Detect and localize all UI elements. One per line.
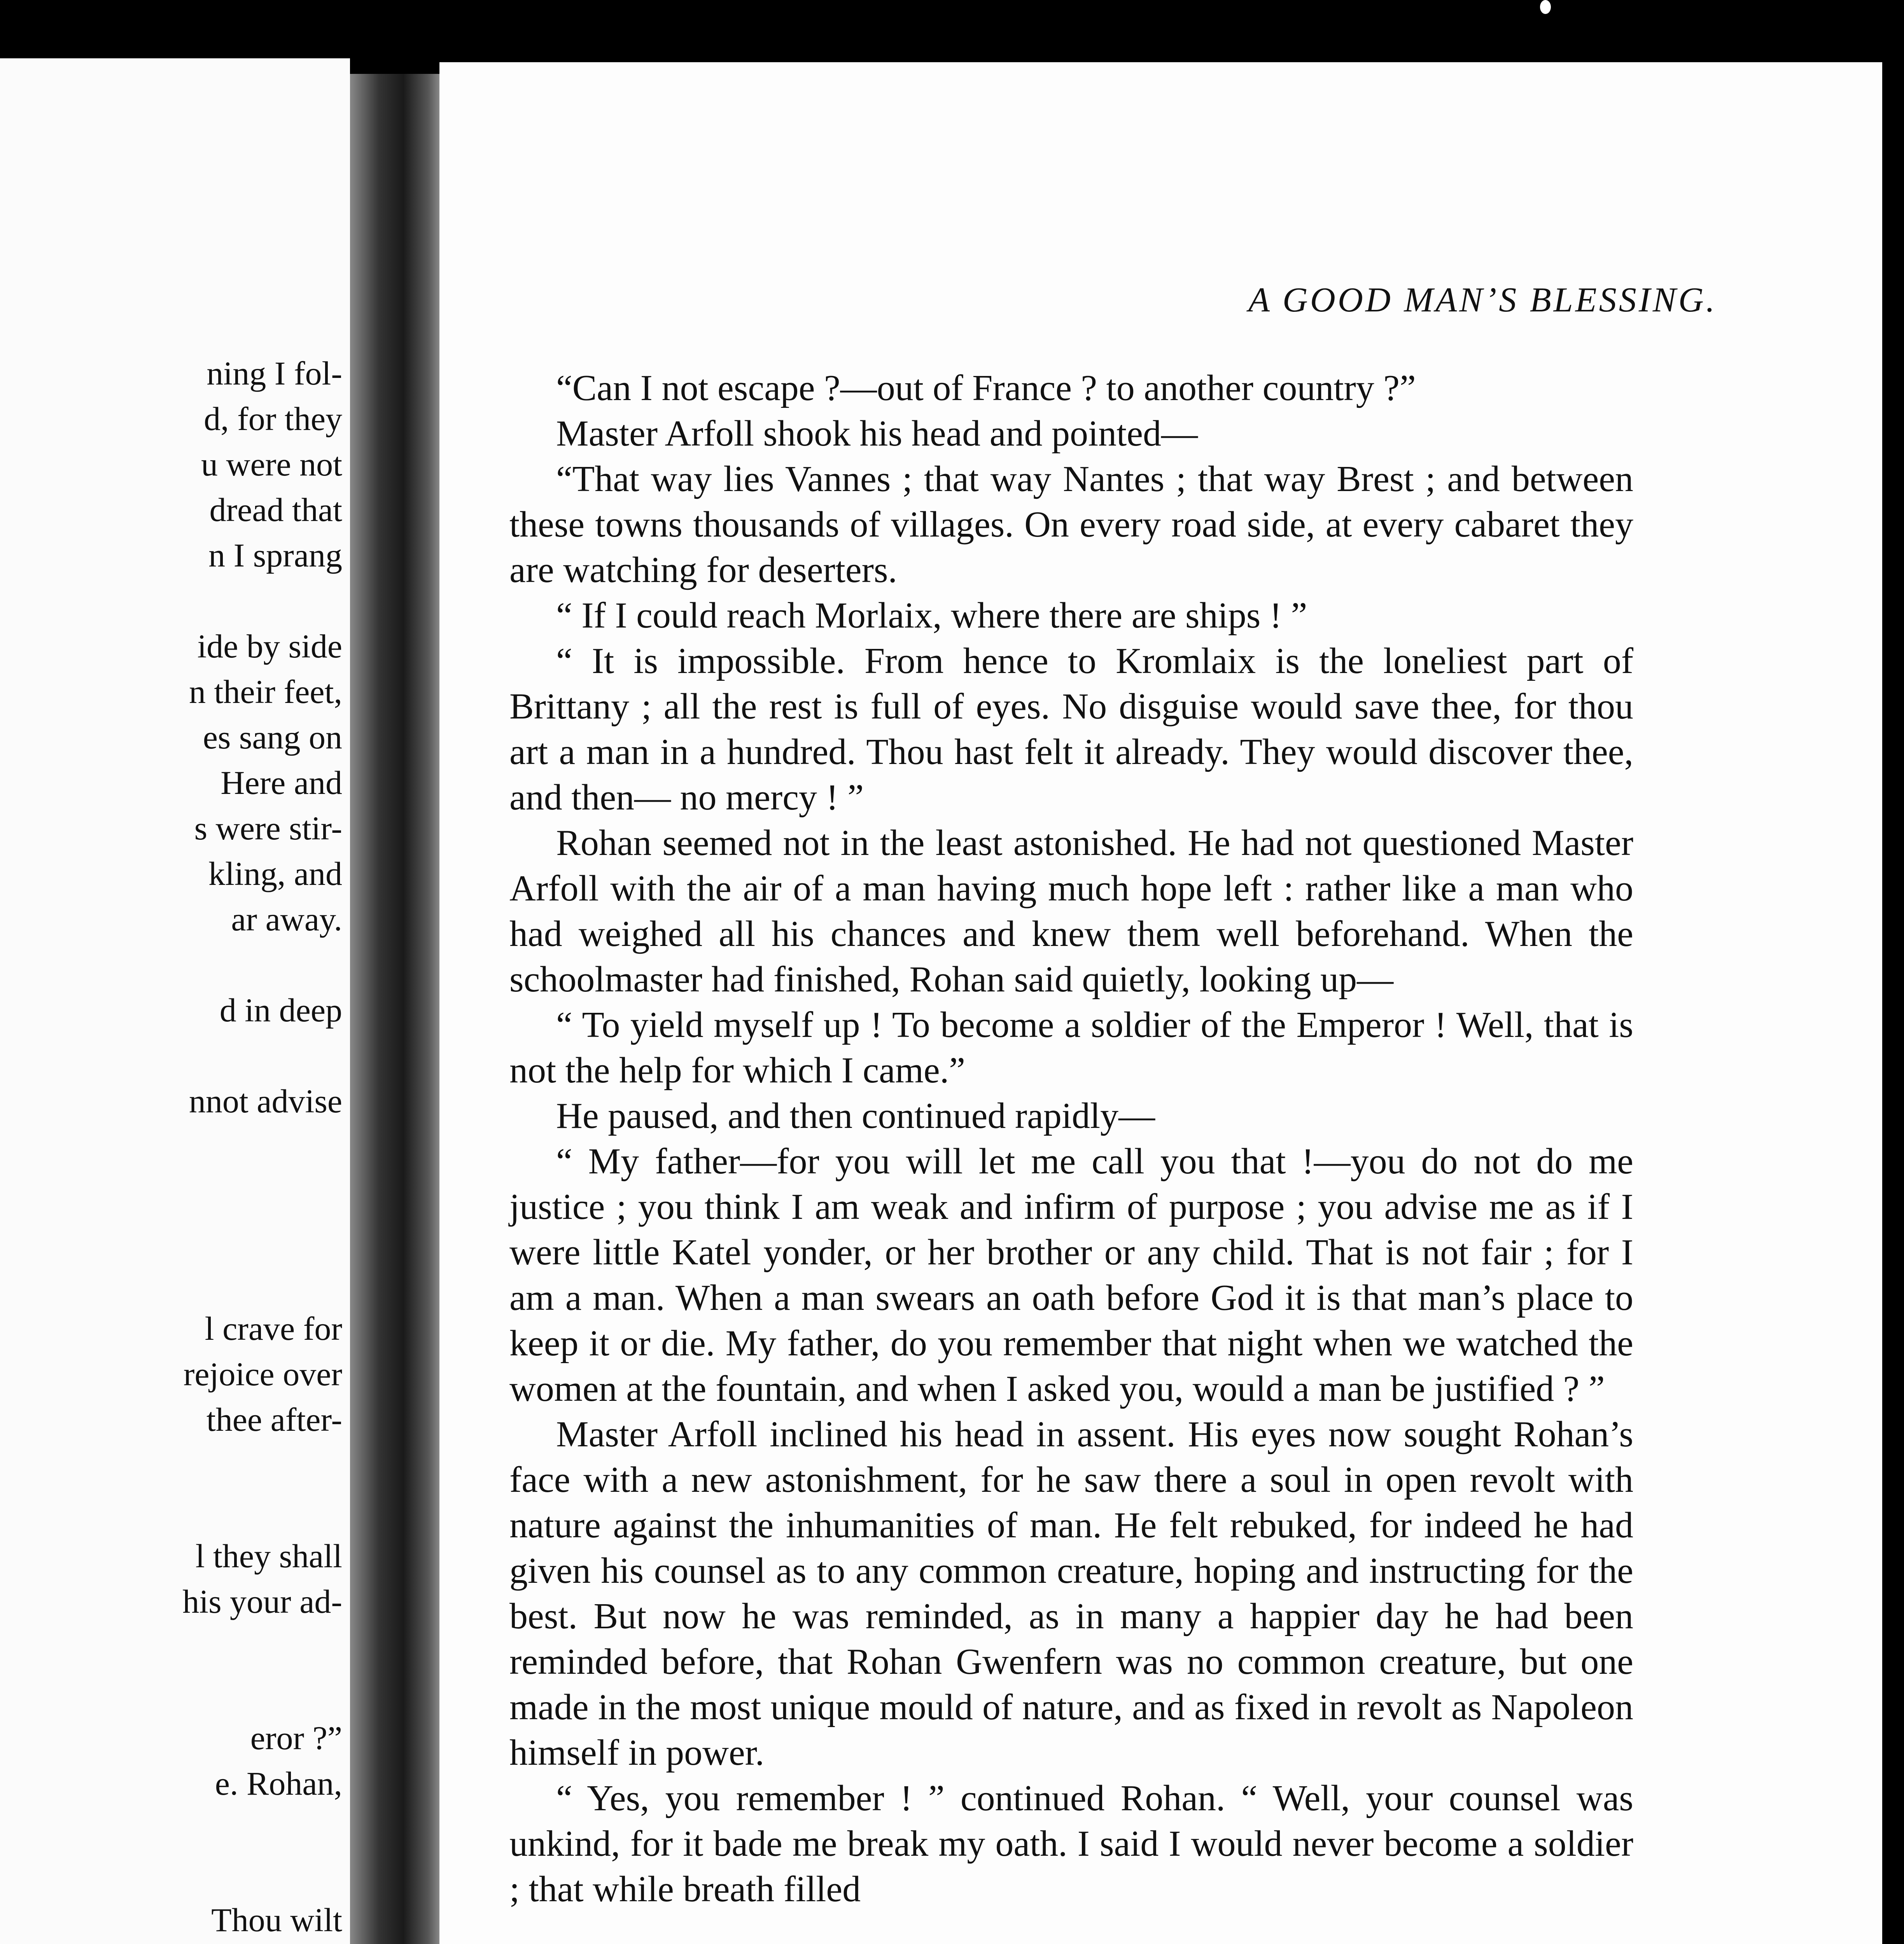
left-page-line: ar away. <box>231 900 342 938</box>
left-page-line: l crave for <box>205 1310 342 1347</box>
paragraph: “ My father—for you will let me call you that !—you do not do me justice ; you think I am weak and infirm of purpose ; you advise me as if I were little Katel yonder, or her brother or any child. That is not fair ; for I am a man. When a man swears an oath before God it is that man’s place to keep it or die. My father, do you remember that night when we watched the women at the fountain, and when I asked you, would a man be justified ? ” <box>509 1141 1633 1409</box>
left-page-line: his your ad- <box>182 1583 342 1620</box>
running-title: A GOOD MAN’S BLESSING. <box>1248 281 1717 319</box>
right-page <box>439 62 1882 1944</box>
left-page-line: dread that <box>209 491 342 528</box>
book-gutter <box>350 74 447 1944</box>
left-page-line: ning I fol- <box>206 355 342 392</box>
left-page-line: thee after- <box>206 1401 342 1438</box>
left-page-line: l they shall <box>195 1537 342 1575</box>
paragraph: “ If I could reach Morlaix, where there are ships ! ” <box>556 595 1307 636</box>
paragraph: Master Arfoll shook his head and pointed— <box>556 413 1198 454</box>
left-page-line: Here and <box>220 764 342 801</box>
paragraph: “ To yield myself up ! To become a soldier of the Emperor ! Well, that is not the help for which I came.” <box>509 1005 1633 1091</box>
paragraph: “That way lies Vannes ; that way Nantes ; that way Brest ; and between these towns thousands of villages. On every road side, at every cabaret they are watching for deserters. <box>509 459 1633 590</box>
left-page-line: rejoice over <box>183 1355 342 1393</box>
paragraph: Master Arfoll inclined his head in assent. His eyes now sought Rohan’s face with a new astonishment, for he saw there a soul in open revolt with nature against the inhumanities of man. He felt rebuked, for indeed he had given his counsel as to any common creature, hoping and instructing for the best. But now he was reminded, as in many a happier day he had been reminded before, that Rohan Gwenfern was no common creature, but one made in the most unique mould of nature, and as fixed in revolt as Napoleon himself in power. <box>509 1414 1633 1773</box>
left-page-line: n I sprang <box>208 537 342 574</box>
scan-speck <box>1540 0 1551 14</box>
paragraph: Rohan seemed not in the least astonished. He had not questioned Master Arfoll with the air of a man having much hope left : rather like a man who had weighed all his chances and knew them well beforehand. When the schoolmaster had finished, Rohan said quietly, looking up— <box>509 823 1633 1000</box>
left-page-line: nnot advise <box>189 1082 342 1120</box>
left-page-line: u were not <box>201 446 342 483</box>
left-page-line: n their feet, <box>189 673 342 710</box>
paragraph: He paused, and then continued rapidly— <box>556 1096 1155 1136</box>
left-page-line: Thou wilt <box>211 1901 342 1939</box>
paragraph: “ It is impossible. From hence to Kromlaix is the loneliest part of Brittany ; all the rest is full of eyes. No disguise would save thee, for thou art a man in a hundred. Thou hast felt it already. They would discover thee, and then— no mercy ! ” <box>509 641 1633 818</box>
left-page-line: eror ?” <box>250 1719 342 1757</box>
left-page-line: e. Rohan, <box>215 1765 342 1802</box>
left-page-line: es sang on <box>203 719 342 756</box>
left-page-line: kling, and <box>208 855 342 892</box>
left-page-line: d, for they <box>204 400 342 437</box>
paragraph: “Can I not escape ?—out of France ? to another country ?” <box>556 368 1416 408</box>
left-page-line: s were stir- <box>194 809 342 847</box>
body-text <box>509 365 1633 1912</box>
left-page-line: d in deep <box>219 991 342 1029</box>
left-page <box>0 58 350 1944</box>
left-page-line: ide by side <box>197 628 342 665</box>
paragraph: “ Yes, you remember ! ” continued Rohan. “ Well, your counsel was unkind, for it bade me break my oath. I said I would never become a soldier ; that while breath filled <box>509 1778 1633 1909</box>
